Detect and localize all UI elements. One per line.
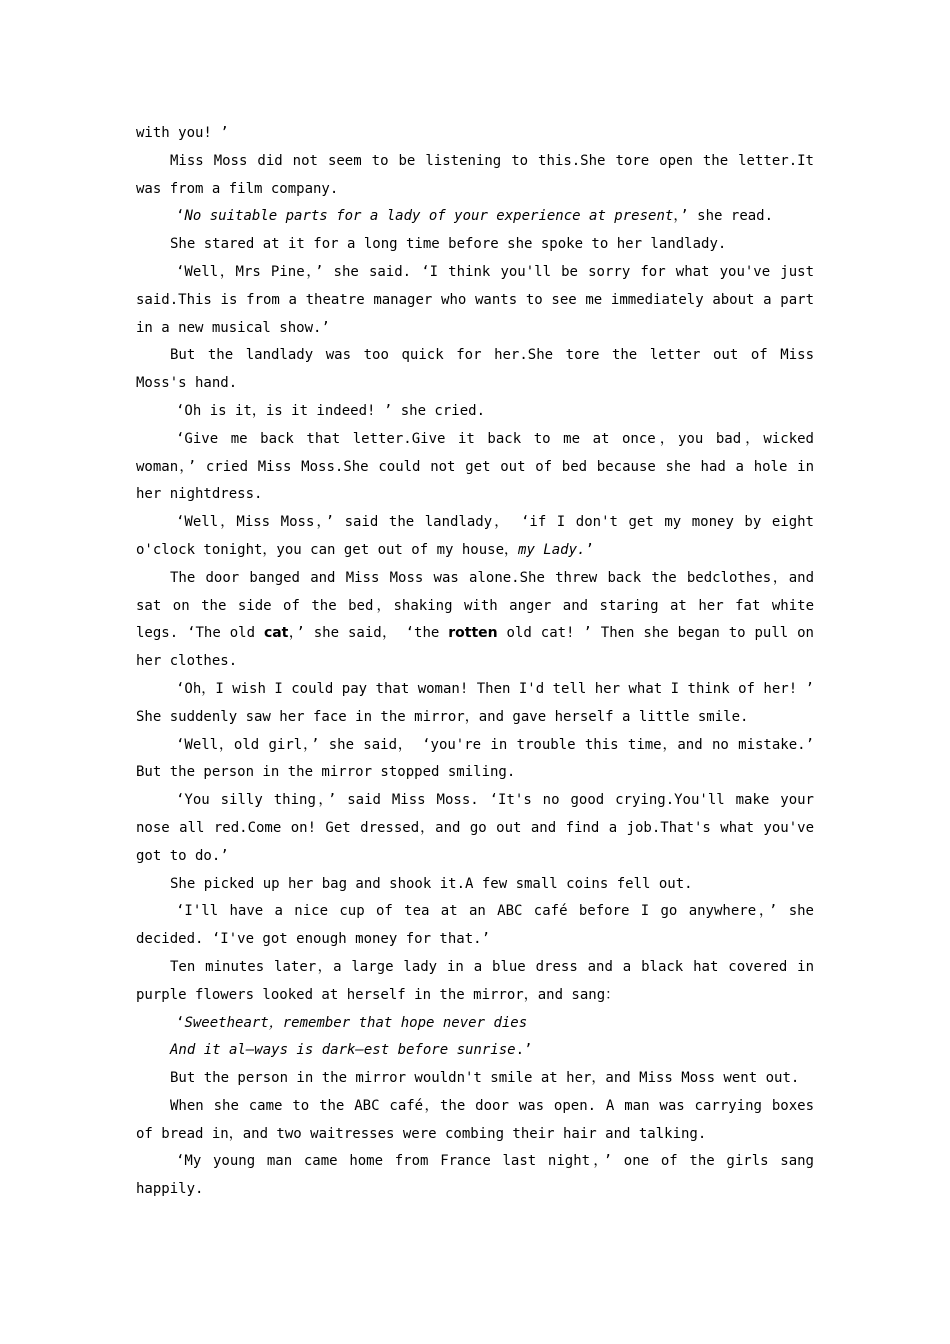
emphasis: my Lady. bbox=[518, 541, 586, 558]
paragraph: ‘Oh，I wish I could pay that woman! Then I'd tell her what I think of her! ’ She suddenly saw her face in the mirror，and gave herself a little smile. bbox=[136, 680, 814, 725]
paragraph: with you! ’ bbox=[136, 125, 229, 141]
paragraph: She stared at it for a long time before she spoke to her landlady. bbox=[170, 236, 727, 253]
letter-quote: No suitable parts for a lady of your experience at present bbox=[184, 208, 674, 225]
bold-word: cat bbox=[263, 625, 289, 642]
paragraph-tail: ’ bbox=[585, 541, 594, 558]
paragraph: ‘Oh is it，is it indeed! ’ she cried. bbox=[176, 402, 486, 419]
open-quote: ‘ bbox=[176, 208, 185, 225]
paragraph: ‘You silly thing，’ said Miss Moss. ‘It's no good crying.You'll make your nose all red.Come on! Get dressed，and go out and find a job.That's what you've got to do.’ bbox=[136, 792, 814, 864]
paragraph-tail: ，’ she read. bbox=[673, 208, 774, 225]
open-quote: ‘ bbox=[176, 1014, 185, 1031]
paragraph: ‘Well，old girl，’ she said， ‘you're in trouble this time，and no mistake.’ But the person in the mirror stopped smiling. bbox=[136, 736, 814, 781]
paragraph bbox=[136, 203, 814, 231]
paragraph-head: The door banged and Miss Moss was alone.She threw back the bedclothes，and sat on the side of the bed，shaking with anger and staring at her fat white legs. ‘The old bbox=[136, 569, 814, 642]
song-line bbox=[136, 1037, 814, 1065]
paragraph: When she came to the ABC café，the door was open. A man was carrying boxes of bread in，and two waitresses were combing their hair and talking. bbox=[136, 1097, 814, 1142]
paragraph: ‘Well，Mrs Pine，’ she said. ‘I think you'll be sorry for what you've just said.This is from a theatre manager who wants to see me immediately about a part in a new musical show.’ bbox=[136, 263, 814, 336]
paragraph: But the person in the mirror wouldn't smile at her，and Miss Moss went out. bbox=[170, 1070, 800, 1087]
paragraph-head: ‘Well，Miss Moss，’ said the landlady， ‘if I don't get my money by eight o'clock tonight，you can get out of my house， bbox=[136, 514, 814, 558]
bold-word: rotten bbox=[448, 625, 498, 642]
paragraph-middle: ，’ she said， ‘the bbox=[288, 625, 449, 642]
paragraph: But the landlady was too quick for her.She tore the letter out of Miss Moss's hand. bbox=[136, 347, 814, 392]
song-lyric: Sweetheart，remember that hope never dies bbox=[184, 1014, 528, 1031]
paragraph: ‘My young man came home from France last night，’ one of the girls sang happily. bbox=[136, 1153, 814, 1198]
close-quote: .’ bbox=[515, 1042, 533, 1059]
paragraph: Miss Moss did not seem to be listening to this.She tore open the letter.It was from a film company. bbox=[136, 152, 814, 197]
song-line bbox=[136, 1010, 814, 1038]
paragraph: Ten minutes later，a large lady in a blue dress and a black hat covered in purple flowers looked at herself in the mirror，and sang： bbox=[136, 958, 814, 1003]
paragraph: ‘Give me back that letter.Give it back to me at once，you bad，wicked woman，’ cried Miss Moss.She could not get out of bed because she had a hole in her nightdress. bbox=[136, 430, 814, 503]
paragraph: She picked up her bag and shook it.A few small coins fell out. bbox=[170, 875, 693, 892]
paragraph-tail: old cat! ’ Then she began to pull on her clothes. bbox=[136, 625, 814, 670]
paragraph: ‘I'll have a nice cup of tea at an ABC café before I go anywhere，’ she decided. ‘I've got enough money for that.’ bbox=[136, 903, 814, 948]
paragraph bbox=[136, 565, 814, 676]
song-lyric: And it al—ways is dark—est before sunrise bbox=[170, 1042, 516, 1059]
story-text bbox=[136, 120, 814, 1204]
paragraph bbox=[136, 509, 814, 565]
